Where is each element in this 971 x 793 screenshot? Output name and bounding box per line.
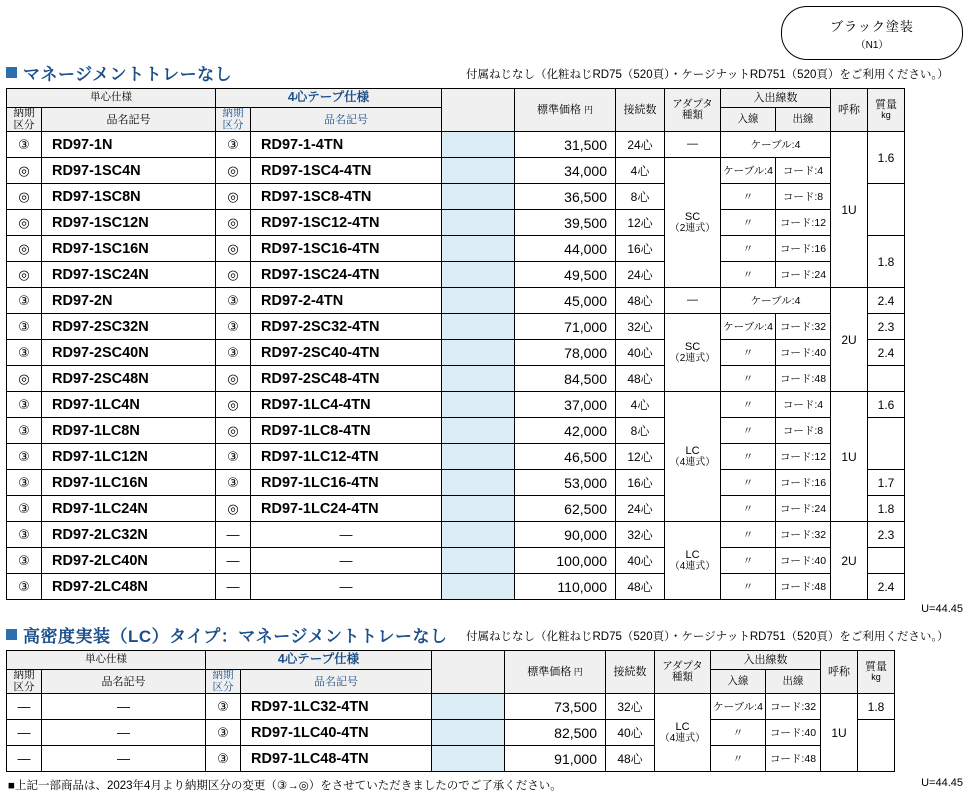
cell-out: コード:12 [776, 444, 831, 470]
cell-weight: 1.8 [868, 236, 905, 288]
cell-delivery-single: ③ [7, 522, 42, 548]
cell-call: 1U [831, 392, 868, 522]
cell-code-tape: — [251, 522, 442, 548]
cell-call: 1U [821, 694, 858, 772]
cell-cores: 4心 [616, 158, 665, 184]
cell-delivery-single: ③ [7, 288, 42, 314]
cell-delivery-single: ◎ [7, 184, 42, 210]
cell-cores: 24心 [616, 262, 665, 288]
cell-cores: 48心 [606, 746, 655, 772]
cell-price: 39,500 [515, 210, 616, 236]
header-out: 出線 [776, 108, 831, 132]
cell-call: 2U [831, 522, 868, 600]
cell-code-single: — [42, 694, 206, 720]
header-weight-l2: kg [881, 110, 891, 121]
cell-code-tape: RD97-1LC48-4TN [241, 746, 432, 772]
header2-code-2: 品名記号 [241, 670, 432, 694]
cell-price: 78,000 [515, 340, 616, 366]
cell-cores: 16心 [616, 236, 665, 262]
cell-code-single: RD97-1SC16N [42, 236, 216, 262]
cell-code-tape: RD97-1SC8-4TN [251, 184, 442, 210]
cell-price: 90,000 [515, 522, 616, 548]
cell-delivery-single: ◎ [7, 366, 42, 392]
cell-code-single: RD97-2LC48N [42, 574, 216, 600]
cell-weight: 2.4 [868, 288, 905, 314]
header-delivery-2-l1: 納期 [222, 107, 244, 119]
cell-weight [868, 366, 905, 392]
cell-delivery-tape: ◎ [216, 366, 251, 392]
cell-code-single: RD97-2N [42, 288, 216, 314]
cell-code-tape: — [251, 574, 442, 600]
cell-code-single: RD97-1SC12N [42, 210, 216, 236]
cell-blank [442, 574, 515, 600]
cell-code-tape: — [251, 548, 442, 574]
cell-weight: 2.3 [868, 314, 905, 340]
cell-weight: 2.4 [868, 574, 905, 600]
table-row[interactable] [7, 340, 905, 366]
cell-blank [442, 418, 515, 444]
cell-delivery-tape: ◎ [216, 210, 251, 236]
cell-delivery-tape: ◎ [216, 496, 251, 522]
cell-cores: 24心 [616, 132, 665, 158]
table-row[interactable] [7, 262, 905, 288]
cell-price: 36,500 [515, 184, 616, 210]
cell-delivery-single: ③ [7, 574, 42, 600]
cell-code-tape: RD97-2SC48-4TN [251, 366, 442, 392]
cell-code-tape: RD97-1LC24-4TN [251, 496, 442, 522]
cell-code-single: RD97-1N [42, 132, 216, 158]
cell-delivery-single: ◎ [7, 236, 42, 262]
table-row[interactable] [7, 184, 905, 210]
cell-code-single: RD97-1LC16N [42, 470, 216, 496]
cell-call: 2U [831, 288, 868, 392]
cell-code-tape: RD97-1LC32-4TN [241, 694, 432, 720]
header-delivery-1 [7, 108, 42, 132]
cell-out: コード:40 [766, 720, 821, 746]
cell-delivery-single: ③ [7, 444, 42, 470]
header-adapter [665, 89, 721, 132]
cell-delivery-single: ◎ [7, 158, 42, 184]
cell-delivery-single: ③ [7, 470, 42, 496]
cell-price: 34,000 [515, 158, 616, 184]
cell-out: コード:8 [776, 418, 831, 444]
cell-price: 45,000 [515, 288, 616, 314]
cell-delivery-single: ◎ [7, 210, 42, 236]
header2-price: 標準価格 円 [505, 651, 606, 694]
cell-out: コード:24 [776, 496, 831, 522]
cell-cores: 8心 [616, 418, 665, 444]
cell-adapter: LC （4連式） [665, 392, 721, 522]
cell-adapter: SC （2連式） [665, 158, 721, 288]
cell-cores: 40心 [606, 720, 655, 746]
cell-out: コード:40 [776, 340, 831, 366]
cell-code-single: RD97-2LC40N [42, 548, 216, 574]
cell-blank [442, 132, 515, 158]
cell-delivery-tape: ◎ [216, 418, 251, 444]
cell-code-single: RD97-2LC32N [42, 522, 216, 548]
header-group-single: 単心仕様 [7, 89, 216, 108]
cell-in: ケーブル:4 [721, 314, 776, 340]
cell-delivery-single: ③ [7, 418, 42, 444]
cell-cores: 16心 [616, 470, 665, 496]
cell-in: 〃 [721, 340, 776, 366]
cell-blank [442, 288, 515, 314]
cell-delivery-single: ③ [7, 314, 42, 340]
header-call: 呼称 [831, 89, 868, 132]
cell-io-merged: ケーブル:4 [721, 132, 831, 158]
cell-code-single: RD97-1SC24N [42, 262, 216, 288]
cell-code-single: RD97-1SC4N [42, 158, 216, 184]
cell-in: 〃 [721, 444, 776, 470]
cell-code-single: — [42, 746, 206, 772]
cell-weight: 2.4 [868, 340, 905, 366]
header-adapter-l1: アダプタ [672, 97, 713, 110]
cell-adapter: LC （4連式） [665, 522, 721, 600]
cell-price: 42,000 [515, 418, 616, 444]
header2-group-tape: 4心テープ仕様 [206, 651, 432, 670]
cell-io-merged: ケーブル:4 [721, 288, 831, 314]
header-code-2: 品名記号 [251, 108, 442, 132]
cell-blank [442, 158, 515, 184]
cell-delivery-single: — [7, 694, 42, 720]
cell-cores: 32心 [616, 522, 665, 548]
cell-adapter: LC （4連式） [655, 694, 711, 772]
square-bullet-icon [6, 67, 17, 78]
cell-cores: 24心 [616, 496, 665, 522]
cell-delivery-tape: ③ [206, 694, 241, 720]
cell-delivery-tape: ◎ [216, 262, 251, 288]
cell-blank [442, 392, 515, 418]
header-delivery-1-l2: 区分 [13, 118, 35, 131]
cell-in: 〃 [721, 236, 776, 262]
cell-code-tape: RD97-1LC16-4TN [251, 470, 442, 496]
table2-header-row-1 [7, 651, 895, 670]
product-table-1 [6, 88, 905, 600]
cell-in: 〃 [721, 548, 776, 574]
black-coating-badge [781, 6, 963, 60]
cell-delivery-tape: ③ [216, 314, 251, 340]
cell-in: 〃 [721, 184, 776, 210]
cell-blank [442, 262, 515, 288]
table-row[interactable] [7, 288, 905, 314]
cell-code-tape: RD97-1SC24-4TN [251, 262, 442, 288]
cell-weight: 1.7 [868, 470, 905, 496]
header-delivery-2 [216, 108, 251, 132]
cell-blank [442, 366, 515, 392]
cell-delivery-tape: ③ [206, 746, 241, 772]
cell-in: ケーブル:4 [721, 158, 776, 184]
cell-code-tape: RD97-2SC40-4TN [251, 340, 442, 366]
u-note-2: U=44.45 [921, 777, 963, 789]
cell-cores: 40心 [616, 340, 665, 366]
cell-delivery-tape: ③ [216, 132, 251, 158]
cell-delivery-tape: ◎ [216, 392, 251, 418]
cell-delivery-tape: ◎ [216, 184, 251, 210]
cell-in: 〃 [721, 210, 776, 236]
cell-delivery-single: ③ [7, 548, 42, 574]
cell-out: コード:48 [776, 574, 831, 600]
cell-delivery-single: ③ [7, 340, 42, 366]
u-note-1: U=44.45 [921, 603, 963, 615]
cell-delivery-tape: ③ [216, 444, 251, 470]
cell-price: 82,500 [505, 720, 606, 746]
cell-blank [442, 548, 515, 574]
header2-group-single: 単心仕様 [7, 651, 206, 670]
cell-delivery-tape: — [216, 522, 251, 548]
cell-price: 53,000 [515, 470, 616, 496]
cell-in: 〃 [721, 522, 776, 548]
cell-code-tape: RD97-1LC4-4TN [251, 392, 442, 418]
table-row[interactable] [7, 314, 905, 340]
cell-in: 〃 [721, 574, 776, 600]
cell-out: コード:12 [776, 210, 831, 236]
cell-delivery-tape: ③ [216, 470, 251, 496]
badge-line1: ブラック塗装 [830, 18, 914, 34]
cell-out: コード:48 [776, 366, 831, 392]
cell-blank [442, 184, 515, 210]
cell-out: コード:8 [776, 184, 831, 210]
cell-out: コード:48 [766, 746, 821, 772]
cell-weight [858, 720, 895, 772]
cell-cores: 32心 [606, 694, 655, 720]
cell-out: コード:4 [776, 392, 831, 418]
cell-code-single: — [42, 720, 206, 746]
cell-code-single: RD97-2SC48N [42, 366, 216, 392]
cell-code-tape: RD97-1LC40-4TN [241, 720, 432, 746]
cell-in: 〃 [721, 366, 776, 392]
table-row[interactable] [7, 158, 905, 184]
section2-note: 付属ねじなし（化粧ねじRD75（520頁）・ケージナットRD751（520頁）をご利用ください。） [466, 631, 949, 643]
cell-code-tape: RD97-2SC32-4TN [251, 314, 442, 340]
cell-code-single: RD97-2SC32N [42, 314, 216, 340]
cell-weight [868, 548, 905, 574]
cell-price: 37,000 [515, 392, 616, 418]
cell-price: 62,500 [515, 496, 616, 522]
header-price [515, 89, 616, 132]
section2-heading [6, 622, 447, 647]
cell-price: 49,500 [515, 262, 616, 288]
table-row[interactable] [7, 366, 905, 392]
cell-blank [432, 720, 505, 746]
cell-adapter: — [665, 132, 721, 158]
cell-delivery-single: — [7, 720, 42, 746]
cell-in: 〃 [711, 746, 766, 772]
header2-io: 入出線数 [711, 651, 821, 670]
table-row[interactable] [7, 132, 905, 158]
section2-title: 高密度実装（LC）タイプ：マネージメントトレーなし [23, 627, 448, 646]
header2-out: 出線 [766, 670, 821, 694]
cell-weight: 1.6 [868, 132, 905, 184]
cell-weight [868, 184, 905, 236]
cell-delivery-single: — [7, 746, 42, 772]
header-cores: 接続数 [616, 89, 665, 132]
header2-weight: 質量 kg [858, 651, 895, 694]
table-row[interactable] [7, 694, 895, 720]
cell-code-single: RD97-1SC8N [42, 184, 216, 210]
cell-code-tape: RD97-1SC16-4TN [251, 236, 442, 262]
square-bullet-icon-2 [6, 629, 17, 640]
header2-delivery-1: 納期 区分 [7, 670, 42, 694]
section1-heading [6, 60, 232, 85]
cell-in: 〃 [721, 392, 776, 418]
cell-code-single: RD97-2SC40N [42, 340, 216, 366]
table-row[interactable] [7, 236, 905, 262]
header-io: 入出線数 [721, 89, 831, 108]
cell-price: 31,500 [515, 132, 616, 158]
header-delivery-1-l1: 納期 [13, 107, 35, 119]
cell-in: 〃 [711, 720, 766, 746]
cell-out: コード:32 [776, 314, 831, 340]
cell-code-single: RD97-1LC24N [42, 496, 216, 522]
cell-delivery-tape: ③ [206, 720, 241, 746]
cell-delivery-single: ③ [7, 132, 42, 158]
cell-delivery-tape: ◎ [216, 236, 251, 262]
header2-in: 入線 [711, 670, 766, 694]
cell-blank [442, 470, 515, 496]
cell-price: 91,000 [505, 746, 606, 772]
cell-delivery-tape: ③ [216, 340, 251, 366]
section1-note: 付属ねじなし（化粧ねじRD75（520頁）・ケージナットRD751（520頁）をご利用ください。） [466, 69, 949, 81]
cell-code-tape: RD97-1LC8-4TN [251, 418, 442, 444]
cell-delivery-tape: ③ [216, 288, 251, 314]
cell-blank [442, 444, 515, 470]
cell-price: 84,500 [515, 366, 616, 392]
cell-price: 110,000 [515, 574, 616, 600]
table-row[interactable] [7, 522, 905, 548]
table-row[interactable] [7, 470, 905, 496]
table-row[interactable] [7, 746, 895, 772]
table1-header-row-1 [7, 89, 905, 108]
cell-cores: 48心 [616, 288, 665, 314]
table-row[interactable] [7, 548, 905, 574]
cell-in: 〃 [721, 496, 776, 522]
cell-delivery-tape: — [216, 548, 251, 574]
header-weight [868, 89, 905, 132]
cell-price: 46,500 [515, 444, 616, 470]
cell-code-tape: RD97-1SC12-4TN [251, 210, 442, 236]
cell-in: ケーブル:4 [711, 694, 766, 720]
cell-blank [442, 314, 515, 340]
header2-cores: 接続数 [606, 651, 655, 694]
table-row[interactable] [7, 496, 905, 522]
header2-call: 呼称 [821, 651, 858, 694]
cell-out: コード:16 [776, 470, 831, 496]
cell-cores: 12心 [616, 444, 665, 470]
footnote: ■上記一部商品は、2023年4月より納期区分の変更（③→◎）をさせていただきましたのでご了承ください。 [8, 780, 562, 792]
cell-adapter: SC （2連式） [665, 314, 721, 392]
cell-blank [442, 236, 515, 262]
cell-cores: 32心 [616, 314, 665, 340]
cell-delivery-tape: ◎ [216, 158, 251, 184]
cell-code-tape: RD97-1-4TN [251, 132, 442, 158]
cell-call: 1U [831, 132, 868, 288]
cell-code-single: RD97-1LC8N [42, 418, 216, 444]
cell-out: コード:16 [776, 236, 831, 262]
cell-price: 44,000 [515, 236, 616, 262]
cell-blank [442, 340, 515, 366]
cell-in: 〃 [721, 470, 776, 496]
header-in: 入線 [721, 108, 776, 132]
table-row[interactable] [7, 720, 895, 746]
section1-title: マネージメントトレーなし [23, 65, 233, 84]
cell-blank [442, 210, 515, 236]
cell-price: 73,500 [505, 694, 606, 720]
cell-code-tape: RD97-1LC12-4TN [251, 444, 442, 470]
header-adapter-l2: 種類 [682, 109, 703, 122]
cell-cores: 8心 [616, 184, 665, 210]
cell-price: 71,000 [515, 314, 616, 340]
table-row[interactable] [7, 574, 905, 600]
cell-code-tape: RD97-1SC4-4TN [251, 158, 442, 184]
cell-out: コード:40 [776, 548, 831, 574]
cell-out: コード:24 [776, 262, 831, 288]
cell-blank [432, 746, 505, 772]
cell-weight: 1.8 [868, 496, 905, 522]
cell-weight: 1.8 [858, 694, 895, 720]
table-row[interactable] [7, 392, 905, 418]
cell-out: コード:4 [776, 158, 831, 184]
cell-cores: 40心 [616, 548, 665, 574]
table-row[interactable] [7, 210, 905, 236]
cell-delivery-single: ③ [7, 496, 42, 522]
header-weight-l1: 質量 [875, 99, 897, 112]
cell-cores: 4心 [616, 392, 665, 418]
header2-delivery-2: 納期 区分 [206, 670, 241, 694]
cell-delivery-tape: — [216, 574, 251, 600]
badge-line2: （N1） [855, 39, 889, 51]
cell-delivery-single: ③ [7, 392, 42, 418]
header2-adapter: アダプタ 種類 [655, 651, 711, 694]
cell-code-single: RD97-1LC4N [42, 392, 216, 418]
cell-weight: 1.6 [868, 392, 905, 418]
cell-blank [442, 496, 515, 522]
cell-cores: 48心 [616, 574, 665, 600]
cell-weight [868, 418, 905, 470]
header-delivery-2-l2: 区分 [222, 118, 244, 131]
cell-adapter: — [665, 288, 721, 314]
cell-code-single: RD97-1LC12N [42, 444, 216, 470]
cell-out: コード:32 [766, 694, 821, 720]
header-price-main: 標準価格 [536, 104, 581, 116]
header-price-unit: 円 [584, 105, 594, 115]
cell-code-tape: RD97-2-4TN [251, 288, 442, 314]
cell-delivery-single: ◎ [7, 262, 42, 288]
cell-in: 〃 [721, 262, 776, 288]
table-row[interactable] [7, 444, 905, 470]
cell-in: 〃 [721, 418, 776, 444]
cell-cores: 48心 [616, 366, 665, 392]
header-group-tape: 4心テープ仕様 [216, 89, 442, 108]
header-code-1: 品名記号 [42, 108, 216, 132]
header2-code-1: 品名記号 [42, 670, 206, 694]
header-blank [442, 89, 515, 132]
cell-cores: 12心 [616, 210, 665, 236]
table-row[interactable] [7, 418, 905, 444]
cell-blank [442, 522, 515, 548]
header2-blank [432, 651, 505, 694]
cell-weight: 2.3 [868, 522, 905, 548]
product-table-2 [6, 650, 895, 772]
cell-blank [432, 694, 505, 720]
cell-out: コード:32 [776, 522, 831, 548]
cell-price: 100,000 [515, 548, 616, 574]
